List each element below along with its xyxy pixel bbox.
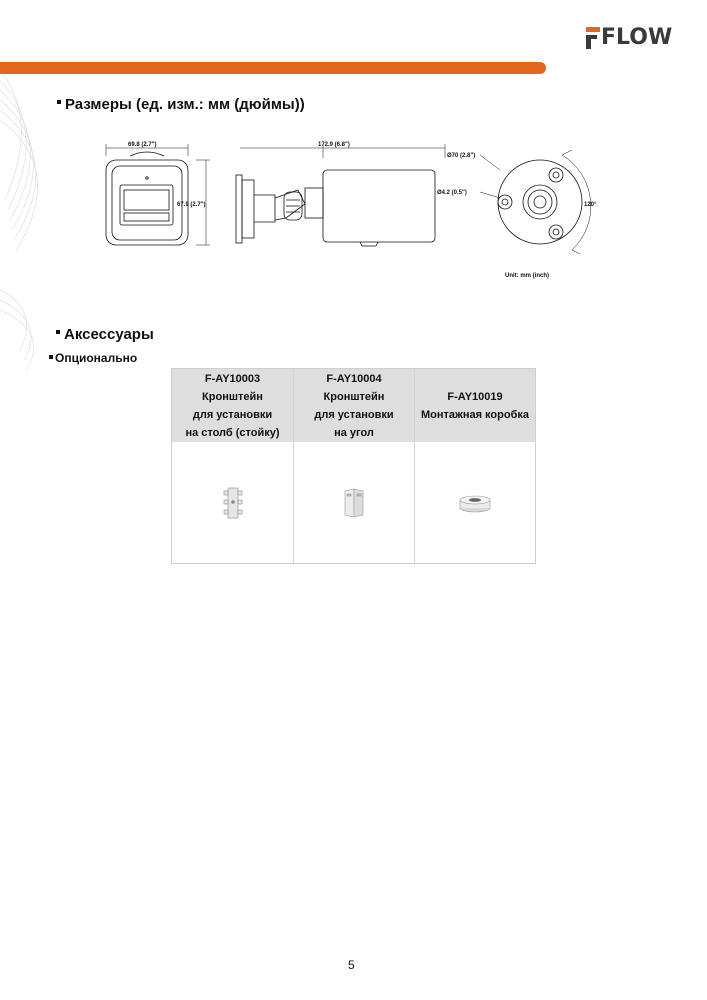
accessory-desc-line: на угол [334,426,374,439]
header-accent-bar [0,62,546,74]
side-view-drawing [236,144,445,246]
page-number: 5 [348,958,355,972]
accessory-desc-line: на столб (стойку) [185,426,280,439]
accessory-desc-line: для установки [314,408,394,421]
front-view-drawing [106,144,210,245]
length-side-label: 172.9 (6.8") [318,142,350,148]
rear-view-drawing [480,150,591,254]
accessory-column [415,369,535,563]
pole-mount-bracket-icon [221,486,245,520]
accessory-column [294,369,415,563]
angle-label: 120° [584,202,597,208]
accessory-header [172,369,293,442]
width-front-label: 69.8 (2.7") [128,142,157,148]
optional-heading: Опционально [49,351,137,365]
accessory-header [415,369,535,442]
accessory-header [294,369,414,442]
accessory-desc-line: для установки [192,408,273,421]
hole-diameter-label: Ø4.2 (0.5") [437,190,467,196]
camera-dimension-drawing [100,130,610,285]
accessory-desc-line: Кронштейн [202,390,263,403]
accessory-model: F-AY10004 [326,372,382,385]
height-front-label: 67.9 (2.7") [177,202,206,208]
corner-mount-bracket-icon [343,487,365,519]
accessories-table [171,368,536,564]
bullet-square-icon [56,330,60,334]
accessory-desc-line: Кронштейн [323,390,385,403]
junction-box-icon [458,492,492,514]
accessories-heading: Аксессуары [56,326,154,343]
logo-mark-icon [586,27,600,49]
accessory-column [172,369,294,563]
logo-text: FLOW [601,25,673,50]
accessory-desc-line: Монтажная коробка [420,408,529,421]
unit-label: Unit: mm (inch) [505,273,549,279]
bullet-square-icon [49,355,53,359]
accessory-model: F-AY10003 [204,372,261,385]
dimensions-heading: Размеры (ед. изм.: мм (дюймы)) [57,96,305,113]
brand-logo [586,24,672,52]
accessory-model: F-AY10019 [447,390,503,403]
bullet-square-icon [57,100,61,104]
base-diameter-label: Ø70 (2.8") [447,153,476,159]
